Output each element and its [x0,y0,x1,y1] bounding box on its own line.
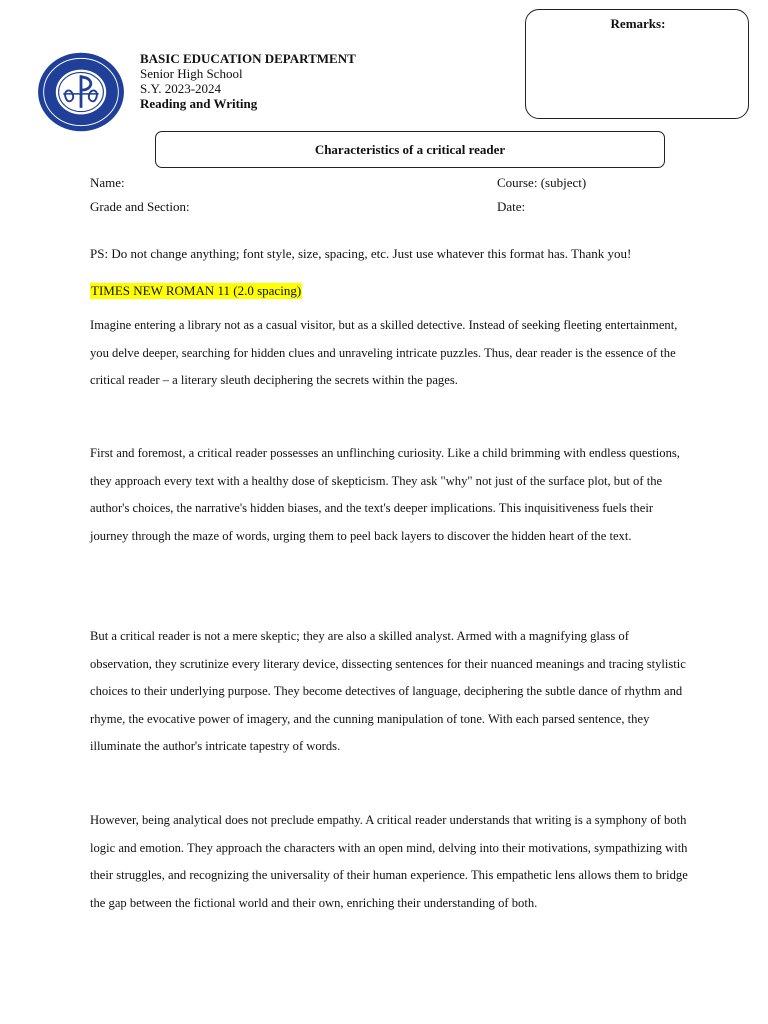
document-title-box [155,131,665,168]
remarks-box [525,9,749,119]
name-field: Name: [90,175,125,190]
school-level: Senior High School [140,66,243,81]
ps-note: PS: Do not change anything; font style, size, spacing, etc. Just use whatever this format has. Thank you! [90,246,632,261]
paragraph-curiosity: First and foremost, a critical reader possesses an unflinching curiosity. Like a child brimming with endless questions, they approach every text with a healthy dose of skepticism. They ask "why" not just of the surface plot, but of the author's choices, the narrative's hidden biases, and the text's deeper implications. This inquisitiveness fuels their journey through the maze of words, urging them to peel back layers to discover the hidden heart of the text. [90,446,680,543]
date-field: Date: [497,199,526,214]
school-logo [34,50,128,134]
department-name: BASIC EDUCATION DEPARTMENT [140,51,356,66]
format-note-highlight: TIMES NEW ROMAN 11 (2.0 spacing) [91,283,302,298]
subject-name: Reading and Writing [140,96,258,111]
paragraph-analyst: But a critical reader is not a mere skeptic; they are also a skilled analyst. Armed with a magnifying glass of observation, they scrutinize every literary device, dissecting sentences for their nuanced meanings and tracing stylistic choices to their underlying purpose. They become detectives of language, deciphering the subtle dance of rhythm and rhyme, the evocative power of imagery, and the cunning manipulation of tone. With each parsed sentence, they illuminate the author's intricate tapestry of words. [90,629,686,754]
document-title: Characteristics of a critical reader [314,141,506,157]
grade-section-field: Grade and Section: [90,199,190,214]
remarks-label: Remarks: [610,16,666,31]
school-header [140,51,356,111]
paragraph-empathy: However, being analytical does not preclude empathy. A critical reader understands that writing is a symphony of both logic and emotion. They approach the characters with an open mind, delving into their motivations, sympathizing with their struggles, and recognizing the universality of their human experience. This empathetic lens allows them to bridge the gap between the fictional world and their own, enriching their understanding of both. [90,813,688,910]
course-field: Course: (subject) [497,175,587,190]
school-year: S.Y. 2023-2024 [140,81,222,96]
paragraph-intro: Imagine entering a library not as a casual visitor, but as a skilled detective. Instead of seeking fleeting entertainment, you delve deeper, searching for hidden clues and unraveling intricate puzzles. Thus, dear reader is the essence of the critical reader – a literary sleuth deciphering the secrets within the pages. [90,318,678,388]
